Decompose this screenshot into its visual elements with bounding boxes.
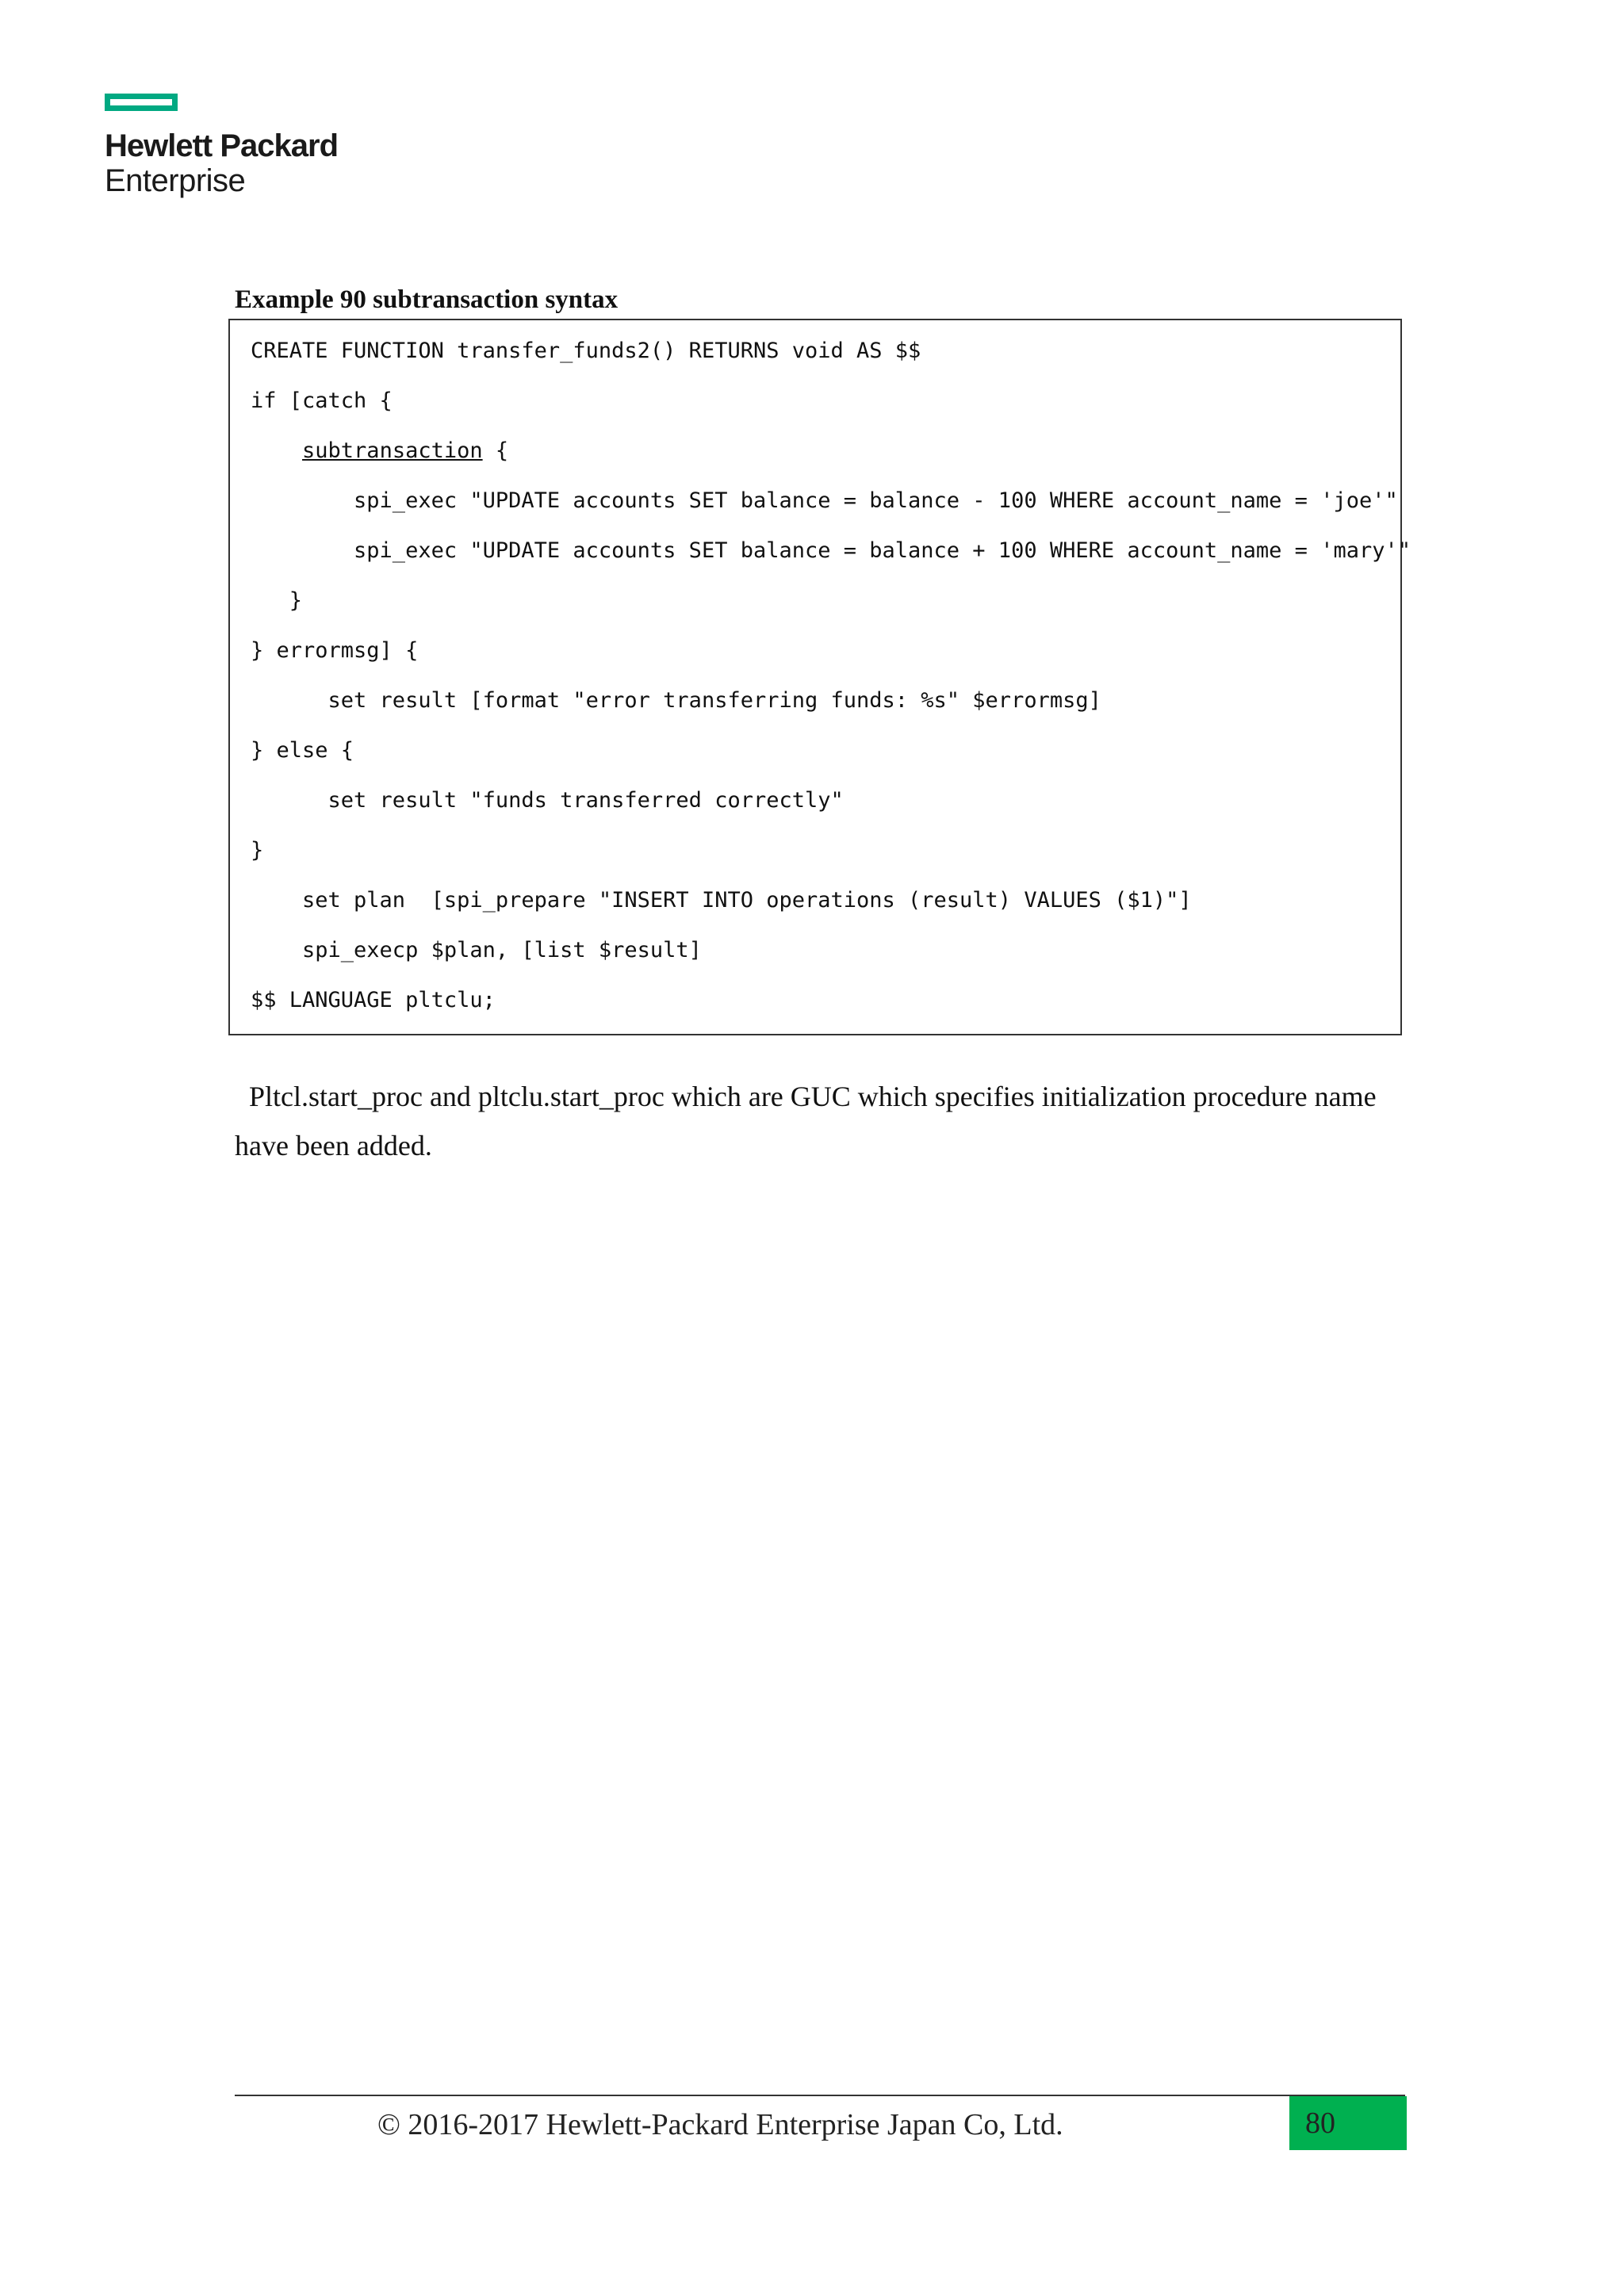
page-number: 80 bbox=[1305, 2107, 1335, 2140]
paragraph-line: Pltcl.start_proc and pltclu.start_proc which are GUC which specifies initialization procedure name bbox=[249, 1081, 1377, 1112]
code-line: set plan [spi_prepare "INSERT INTO operations (result) VALUES ($1)"] bbox=[251, 888, 1192, 913]
hpe-logo-element-icon bbox=[105, 94, 178, 111]
code-line-subtransaction: subtransaction { bbox=[302, 438, 509, 463]
code-line: set result "funds transferred correctly" bbox=[251, 788, 844, 813]
code-line: spi_exec "UPDATE accounts SET balance = balance - 100 WHERE account_name = 'joe'" bbox=[251, 488, 1398, 513]
logo-text-line2: Enterprise bbox=[105, 163, 246, 198]
code-line: } else { bbox=[251, 738, 354, 763]
code-line: } bbox=[251, 838, 264, 863]
code-line: } bbox=[251, 588, 303, 613]
code-line: spi_execp $plan, [list $result] bbox=[251, 938, 702, 962]
logo-text-line1: Hewlett Packard bbox=[105, 128, 339, 163]
hpe-logo bbox=[105, 94, 374, 205]
page-number-badge bbox=[1289, 2096, 1407, 2150]
paragraph-line: have been added. bbox=[235, 1130, 432, 1161]
code-line: if [catch { bbox=[251, 388, 393, 413]
body-paragraph bbox=[235, 1072, 1408, 1170]
code-keyword-subtransaction: subtransaction bbox=[302, 438, 483, 463]
code-line: $$ LANGUAGE pltclu; bbox=[251, 988, 496, 1012]
footer-copyright: © 2016-2017 Hewlett-Packard Enterprise Japan Co, Ltd. bbox=[377, 2108, 1063, 2141]
code-block bbox=[228, 319, 1411, 1035]
footer-divider bbox=[235, 2095, 1405, 2096]
code-line: spi_exec "UPDATE accounts SET balance = balance + 100 WHERE account_name = 'mary'" bbox=[251, 538, 1411, 563]
code-line: CREATE FUNCTION transfer_funds2() RETURNS void AS $$ bbox=[251, 339, 921, 363]
code-line: } errormsg] { bbox=[251, 638, 419, 663]
example-title: Example 90 subtransaction syntax bbox=[235, 285, 619, 314]
code-line: set result [format "error transferring funds: %s" $errormsg] bbox=[251, 688, 1101, 713]
